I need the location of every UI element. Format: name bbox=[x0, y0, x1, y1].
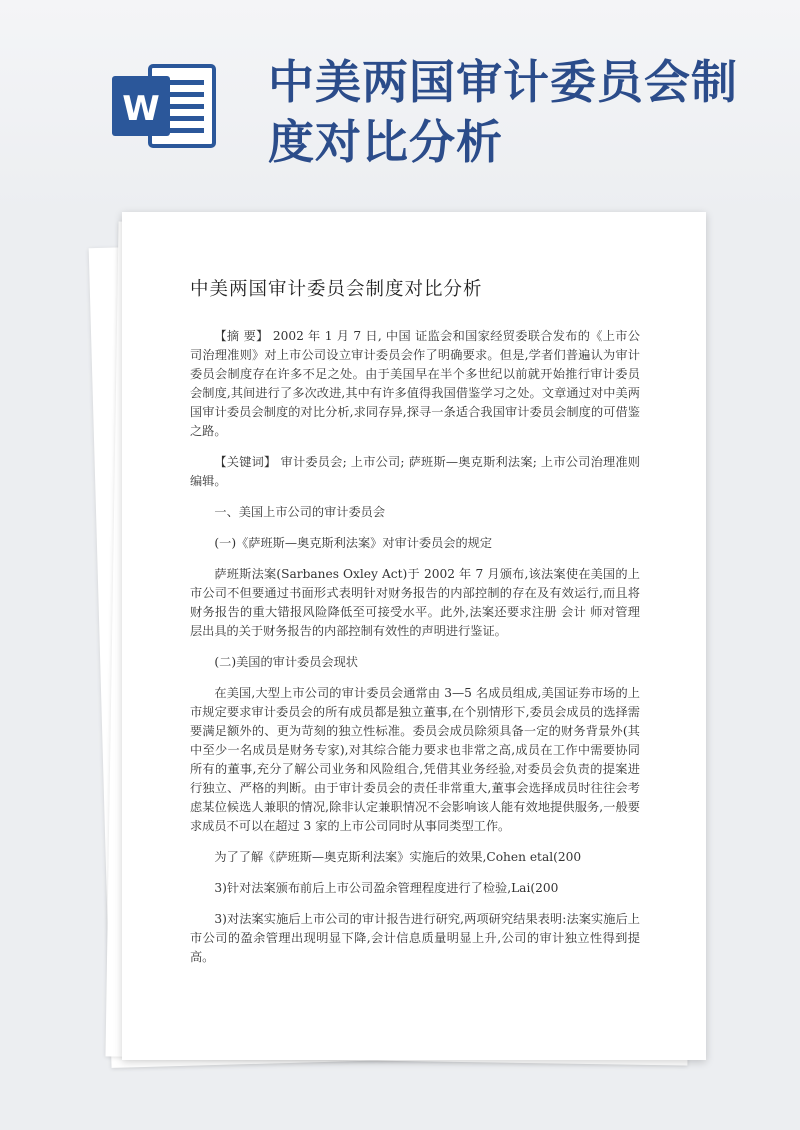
body-paragraph: 3)对法案实施后上市公司的审计报告进行研究,两项研究结果表明:法案实施后上市公司的盈余管理出现明显下降,会计信息质量明显上升,公司的审计独立性得到提高。 bbox=[190, 912, 640, 964]
subsection-heading: (一)《萨班斯—奥克斯利法案》对审计委员会的规定 bbox=[214, 536, 493, 550]
document-body bbox=[190, 280, 640, 979]
svg-text:W: W bbox=[122, 89, 160, 129]
body-paragraph: 为了了解《萨班斯—奥克斯利法案》实施后的效果,Cohen etal(200 bbox=[214, 850, 582, 864]
body-paragraph: 3)针对法案颁布前后上市公司盈余管理程度进行了检验,Lai(200 bbox=[214, 881, 559, 895]
document-title: 中美两国审计委员会制度对比分析 bbox=[190, 279, 483, 300]
word-document-icon bbox=[110, 62, 218, 150]
banner bbox=[0, 0, 800, 215]
abstract-paragraph: 【摘 要】 2002 年 1 月 7 日, 中国 证监会和国家经贸委联合发布的《上市公司治理准则》对上市公司设立审计委员会作了明确要求。但是,学者们普遍认为审计委员会制度存在许多不足之处。由于美国早在半个多世纪以前就开始推行审计委员会制度,其间进行了多次改进,其中有许多值得我国借鉴学习之处。文章通过对中美两国审计委员会制度的对比分析,求同存异,探寻一条适合我国审计委员会制度的可借鉴之路。 bbox=[190, 329, 640, 438]
body-paragraph: 在美国,大型上市公司的审计委员会通常由 3—5 名成员组成,美国证券市场的上市规定要求审计委员会的所有成员都是独立董事,在个别情形下,委员会成员的选择需要满足额外的、更为苛刻的独立性标准。委员会成员除须具备一定的财务背景外(其中至少一名成员是财务专家),对其综合能力要求也非常之高,成员在工作中需要协同所有的董事,充分了解公司业务和风险组合,凭借其业务经验,对委员会负责的提案进行独立、严格的判断。由于审计委员会的责任非常重大,董事会选择成员时往往会考虑某位候选人兼职的情况,除非认定兼职情况不会影响该人能有效地提供服务,一般要求成员不可以在超过 3 家的上市公司同时从事同类型工作。 bbox=[190, 686, 640, 833]
keywords-paragraph: 【关键词】 审计委员会; 上市公司; 萨班斯—奥克斯利法案; 上市公司治理准则 编辑。 bbox=[190, 455, 640, 488]
section-heading: 一、美国上市公司的审计委员会 bbox=[214, 505, 386, 519]
body-paragraph: 萨班斯法案(Sarbanes Oxley Act)于 2002 年 7 月颁布,该法案使在美国的上市公司不但要通过书面形式表明针对财务报告的内部控制的存在及有效运行,而且将财务报告的重大错报风险降低至可接受水平。此外,法案还要求注册 会计 师对管理层出具的关于财务报告的内部控制有效性的声明进行鉴证。 bbox=[190, 567, 640, 638]
subsection-heading: (二)美国的审计委员会现状 bbox=[214, 655, 358, 669]
banner-title: 中美两国审计委员会制度对比分析 bbox=[268, 55, 738, 169]
